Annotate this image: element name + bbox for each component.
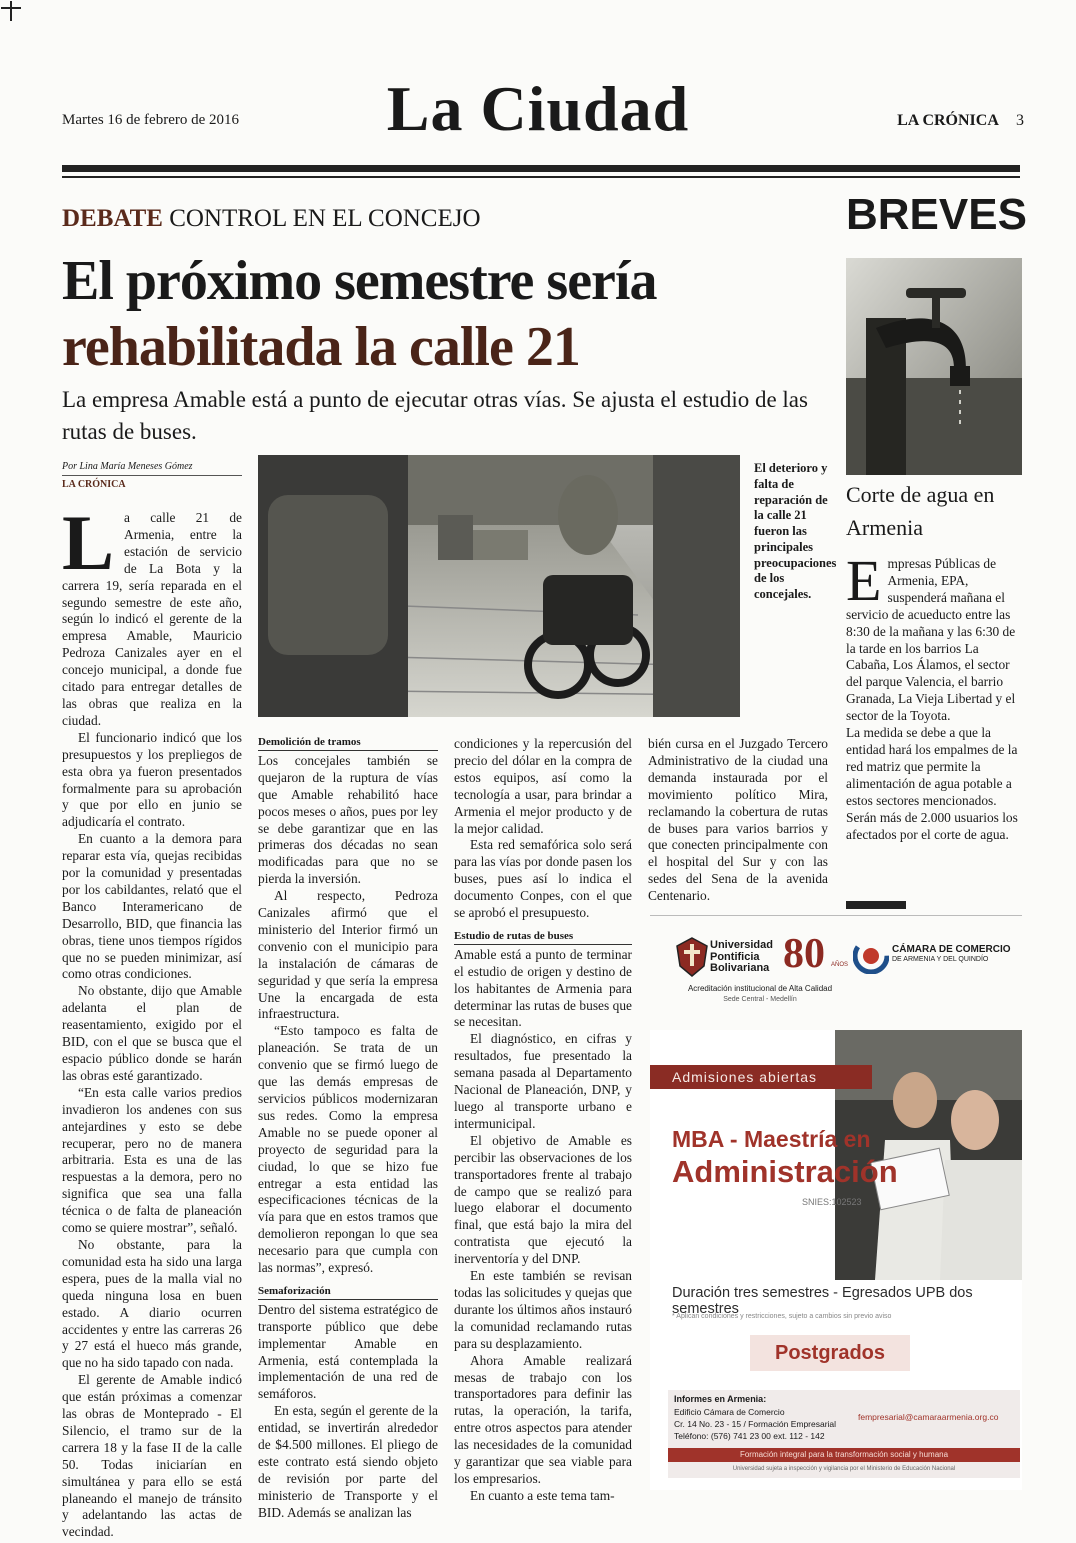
photo-caption: El deterioro y falta de reparación de la calle 21 fueron las principales preocupaciones de los concejales. — [754, 461, 837, 601]
upb-name: Universidad Pontificia Bolivariana — [710, 939, 773, 975]
upb-years-label: AÑOS — [831, 962, 849, 968]
drop-cap: L — [62, 499, 115, 586]
conditions-note: * Aplican condiciones y restricciones, sujeto a cambios sin previo aviso — [672, 1313, 892, 1320]
footer-band: Formación integral para la transformación social y humana — [668, 1448, 1020, 1462]
info-line-2: Cr. 14 No. 23 - 15 / Formación Empresarial — [674, 1419, 837, 1429]
paragraph: Serán más de 2.000 usuarios los afectados por el corte de agua. — [846, 809, 1018, 842]
logos-ad — [650, 915, 1022, 1016]
info-panel — [668, 1390, 1020, 1478]
program-duration: Duración tres semestres - Egresados UPB dos semestres — [672, 1285, 973, 1317]
registration-cross-icon — [0, 0, 22, 22]
footer-note: Universidad sujeta a inspección y vigilancia por el Ministerio de Educación Nacional — [732, 1466, 956, 1472]
paragraph: En cuanto a este tema tam- — [470, 1487, 615, 1503]
admissions-banner: Admisiones abiertas — [650, 1065, 872, 1089]
paragraph: No obstante, dijo que Amable adelanta el plan de reasentamiento, exigido por el BID, con el que se busca que el espacio público donde se harán las obras esté garantizado. — [62, 983, 242, 1083]
byline-paper: LA CRÓNICA — [62, 479, 126, 490]
paragraph: “En esta calle varios predios invadieron los andenes con sus antejardines y esto se debe recuperar, pero no de manera arbitraria. Esta es una de las respuestas a la demora, pero no significa que sea una falla técnica o de falta de planeación como se quiere mostrar”, señaló. — [62, 1084, 242, 1236]
byline: Por Lina María Meneses Gómez — [62, 461, 242, 476]
section-title: La Ciudad — [386, 73, 690, 144]
article-column-3 — [454, 736, 632, 1505]
camara-name: CÁMARA DE COMERCIO — [892, 944, 1011, 955]
paper-name-text: LA CRÓNICA — [897, 112, 998, 129]
brief-title: Corte de agua en Armenia — [846, 482, 995, 540]
info-title: Informes en Armenia: — [674, 1394, 767, 1404]
upb-accreditation: Acreditación institucional de Alta Calidad — [687, 984, 833, 993]
article-column-1 — [62, 499, 242, 1541]
brief-body — [846, 548, 1022, 843]
contact-email[interactable]: fempresarial@camaraarmenia.org.co — [858, 1412, 999, 1422]
headline — [62, 248, 837, 380]
page-number: 3 — [1016, 112, 1024, 129]
mba-ad — [650, 1030, 1022, 1490]
paragraph: La calle 21 de Armenia, entre la estación de servicio de La Bota y la carrera 19, sería reparada en el segundo semestre de este año, según lo indicó el gerente de la empresa Amable, Mauricio Pedroza Canizales ayer en el concejo municipal, a donde fue citado para entregar detalles de las obras que realiza en la ciudad. — [62, 499, 242, 728]
subheading-semaforizacion: Semaforización — [258, 1285, 438, 1300]
paragraph: El funcionario indicó que los presupuestos y los prepliegos de esta obra ya fueron presentados formalmente para su aprobación y que por ello en junio se adjudicaría el contrato. — [62, 729, 242, 830]
upb-80-years: 80 — [783, 931, 825, 977]
paragraph: En esta, según el gerente de la entidad, se invertirán alrededor de $4.500 millones. El pliego de este contrato está siendo objeto de revisión por parte del ministerio de Transporte y el BID. Además se analizan las — [258, 1403, 438, 1520]
masthead-rule-thin — [62, 176, 1020, 178]
paragraph: Los concejales también se quejaron de la ruptura de vías que Amable rehabilitó hace pocos meses o años, pues por ley se debe garantizar que en las primeras dos décadas no sean modificadas para que no se pierda la inversión. — [258, 752, 438, 887]
headline-line-2: rehabilitada la calle 21 — [62, 316, 580, 379]
paragraph: Esta red semafórica solo será para las vías por donde pasen los buses, pues así lo indica el documento Conpes, con el que se aprobó el presupuesto. — [454, 837, 632, 921]
mba-title-line-2: Administración — [672, 1154, 898, 1189]
mba-title-line-1: MBA - Maestría en — [672, 1126, 871, 1152]
paragraph: “Esto tampoco es falta de planeación. Se trata de un convenio que se firmó luego de que las demás empresas de servicios públicos modernizaran sus redes. Como la empresa Amable no se puede oponer al proyecto de seguridad para la ciudad, lo que se hizo fue entregar a esta entidad las especificaciones técnicas de la vía para que en estos tramos que demolieron repongan lo que sea necesario para que cumpla con las normas”, expresó. — [258, 1023, 438, 1276]
info-line-3: Teléfono: (576) 741 23 00 ext. 112 - 142 — [674, 1431, 825, 1441]
drop-cap: E — [846, 548, 882, 613]
article-kicker — [62, 205, 481, 233]
issue-date: Martes 16 de febrero de 2016 — [62, 112, 240, 128]
info-line-1: Edificio Cámara de Comercio — [674, 1407, 785, 1417]
paragraph: No obstante, para la comunidad esta ha sido una larga espera, pues de la malla vial no queda ninguna losa en buen estado. A diario ocurren accidentes y entre las carreras 26 y 27 está el hueco más grande, que no ha sido tapado con nada. — [62, 1236, 242, 1371]
upb-crest-icon — [675, 936, 709, 978]
subheading-demolicion: Demolición de tramos — [258, 736, 438, 751]
paragraph: En cuanto a la demora para reparar esta vía, quejas recibidas por la comunidad y presentadas por los cabildantes, relató que el Banco Interamericano de Desarrollo, BID, que financia las obras, tiene unos tiempos rígidos que no se pueden minimizar, así como otras condiciones. — [62, 831, 242, 982]
paragraph: La medida se debe a que la entidad hará los empalmes de la red matriz que permite la alimentación de agua potable a estos sectores mencionados. — [846, 725, 1018, 808]
camara-subtitle: DE ARMENIA Y DEL QUINDÍO — [892, 956, 989, 963]
paragraph: Al respecto, Pedroza Canizales afirmó que el ministerio del Interior firmó un convenio con el municipio para la instalación de cámaras de seguridad y que sería la empresa Une la encargada de esta infraestructura. — [258, 888, 438, 1022]
paragraph: El objetivo de Amable es percibir las observaciones de los transportadores frente al trabajo de campo que se realizó para luego elaborar el documento final, que está bajo la mira del contratista que ejecutó la inerventoría y del DNP. — [454, 1132, 632, 1267]
article-column-2 — [258, 736, 438, 1522]
article-deck: La empresa Amable está a punto de ejecutar otras vías. Se ajusta el estudio de las rutas de buses. — [62, 387, 808, 444]
paragraph: bién cursa en el Juzgado Tercero Administrativo de la ciudad una demanda instaurada por el movimiento político Mira, reclamando la cobertura de rutas de buses para varios barrios y que conecten principalmente con el hospital del Sur y con las sedes del Sena de la avenida Centenario. — [648, 736, 828, 904]
article-column-4 — [648, 736, 828, 905]
breves-title: BREVES — [846, 190, 1027, 239]
paragraph: Ahora Amable realizará mesas de trabajo con los transportadores para definir las rutas, la operación, la tarifa, entre otros aspectos para atender las necesidades de la comunidad y garantizar que sea viable para los empresarios. — [454, 1352, 632, 1486]
faucet-photo — [846, 258, 1022, 475]
paragraph: El gerente de Amable indicó que están próximas a comenzar las obras de Monteprado - El Silencio, el tramo sur de la carrera 18 y la fase II de la calle 50. Todas iniciarían en simultánea y para ello se está planeando el manejo de tránsito y adelantando las actas de vecindad. — [62, 1372, 242, 1540]
paragraph: Amable está a punto de terminar el estudio de origen y destino de los habitantes de Armenia para determinar las rutas de buses que se necesitan. — [454, 946, 632, 1030]
snies-code: SNIES:102523 — [802, 1197, 862, 1207]
paper-name — [897, 112, 1024, 130]
subheading-rutas: Estudio de rutas de buses — [454, 930, 632, 945]
upb-site: Sede Central - Medellín — [723, 996, 797, 1003]
paragraph: Empresas Públicas de Armenia, EPA, suspenderá mañana el servicio de acueducto entre las 8:30 de la mañana y las 6:30 de la tarde en los barrios La Cabaña, Los Álamos, el sector del parque Valencia, el barrio Granada, La Vieja Libertad y el sector de la Toyota. — [846, 548, 1016, 724]
paragraph: Dentro del sistema estratégico de transporte público que debe implementar Amable en Armenia, está contemplada la implementación de una red de semáforos. — [258, 1301, 438, 1402]
masthead-rule — [62, 165, 1020, 172]
street-photo — [258, 455, 740, 717]
kicker-bold: DEBATE — [62, 205, 163, 232]
paragraph: condiciones y la repercusión del precio del dólar en la compra de estos equipos, así como la tecnología a usar, para brindar a Armenia el mejor producto y de la mejor calidad. — [454, 736, 632, 836]
paragraph: En este también se revisan todas las solicitudes y quejas que durante los últimos años instauró la comunidad reclamando rutas para su desplazamiento. — [454, 1268, 632, 1351]
paragraph: El diagnóstico, en cifras y resultados, fue presentado la semana pasada al Departamento Nacional de Planeación, DNP, y luego al transporte urbano e intermunicipal. — [454, 1031, 632, 1131]
camara-logo-icon — [853, 938, 889, 974]
headline-line-1: El próximo semestre sería — [62, 250, 657, 312]
postgrados-label: Postgrados — [750, 1335, 910, 1371]
end-mark — [846, 901, 906, 909]
kicker-rest: CONTROL EN EL CONCEJO — [169, 205, 481, 232]
